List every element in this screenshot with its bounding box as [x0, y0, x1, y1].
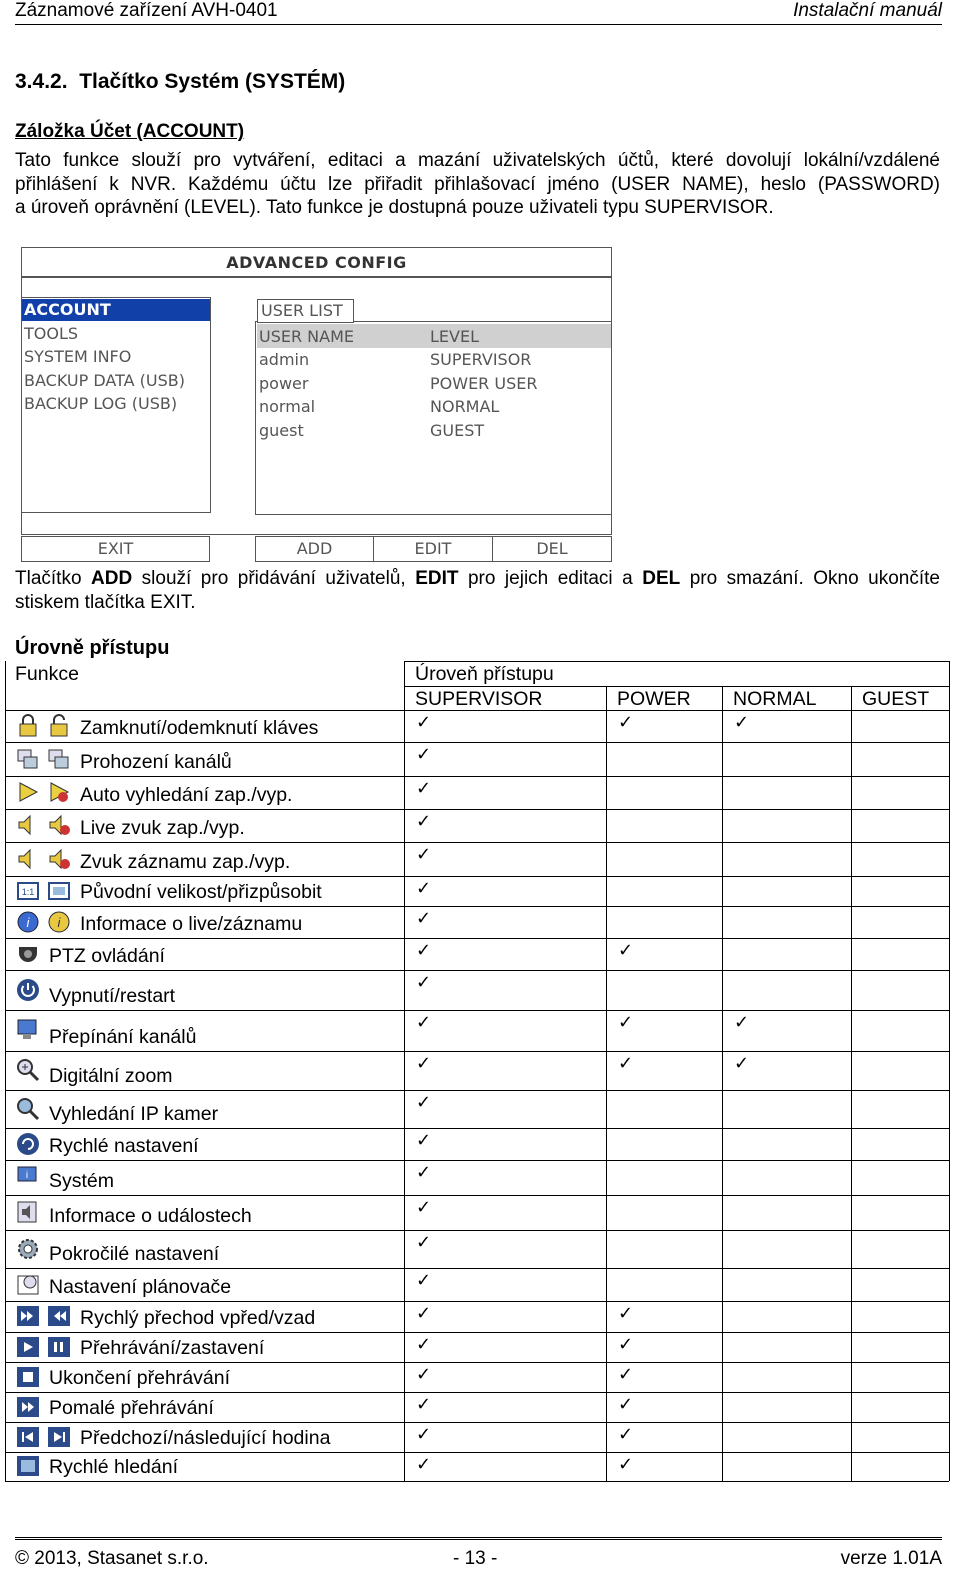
check-mark: ✓ — [734, 712, 750, 733]
menu-item-account[interactable]: ACCOUNT — [22, 299, 210, 321]
function-label: Předchozí/následující hodina — [80, 1427, 331, 1449]
table-rule — [5, 1160, 949, 1161]
advanced-settings-icon — [15, 1236, 41, 1262]
function-label: Zamknutí/odemknutí kláves — [80, 717, 319, 739]
check-mark: ✓ — [618, 1053, 634, 1074]
quick-search-icon — [15, 1453, 41, 1479]
level-header-normal: NORMAL — [733, 688, 817, 710]
menu-item-backup-log[interactable]: BACKUP LOG (USB) — [24, 394, 178, 413]
function-label: Vyhledání IP kamer — [49, 1103, 219, 1125]
column-header-level: LEVEL — [430, 327, 479, 346]
check-mark: ✓ — [618, 1394, 634, 1415]
buttons-line — [15, 567, 940, 591]
footer-version: verze 1.01A — [840, 1548, 942, 1569]
system-icon — [15, 1164, 41, 1190]
check-mark: ✓ — [416, 940, 432, 961]
function-label: Pomalé přehrávání — [49, 1397, 214, 1419]
level-header-power: POWER — [617, 688, 691, 710]
table-rule — [5, 1090, 949, 1091]
table-rule — [5, 1301, 949, 1302]
user-level-cell: POWER USER — [430, 374, 538, 393]
table-rule — [5, 1362, 949, 1363]
ip-search-icon — [15, 1096, 41, 1122]
table-rule — [5, 906, 949, 907]
intro-line: a úroveň oprávnění (LEVEL). Tato funkce je dostupná pouze uživateli typu SUPERVISOR. — [15, 197, 774, 218]
table-rule — [606, 686, 607, 1481]
quick-setup-icon — [15, 1131, 41, 1157]
table-rule — [851, 686, 852, 1481]
exit-button[interactable]: EXIT — [21, 536, 210, 562]
prev-hour-icon — [15, 1424, 41, 1450]
function-label: Prohození kanálů — [80, 751, 232, 773]
check-mark: ✓ — [416, 908, 432, 929]
level-header-supervisor: SUPERVISOR — [415, 688, 543, 710]
svg-text:1:1: 1:1 — [21, 886, 35, 897]
function-label: Nastavení plánovače — [49, 1276, 232, 1298]
check-mark: ✓ — [416, 1130, 432, 1151]
check-mark: ✓ — [416, 1364, 432, 1385]
auto-seq-off-icon — [46, 779, 72, 805]
event-info-icon — [15, 1199, 41, 1225]
function-label: Informace o live/záznamu — [80, 913, 303, 935]
footer-copyright: © 2013, Stasanet s.r.o. — [15, 1548, 209, 1569]
check-mark: ✓ — [618, 1364, 634, 1385]
table-rule — [5, 1230, 949, 1231]
user-name-cell[interactable]: normal — [259, 397, 316, 416]
menu-item-system-info[interactable]: SYSTEM INFO — [24, 347, 132, 366]
table-rule — [5, 1195, 949, 1196]
section-heading — [15, 70, 345, 94]
level-header-guest: GUEST — [862, 688, 930, 710]
check-mark: ✓ — [416, 1092, 432, 1113]
swap-channel-icon — [46, 746, 72, 772]
text: slouží pro přidávání uživatelů, — [132, 568, 416, 589]
column-header-access-level: Úroveň přístupu — [415, 663, 554, 685]
function-label: Přehrávání/zastavení — [80, 1337, 265, 1359]
unlock-icon — [46, 713, 72, 739]
fast-forward-icon — [15, 1303, 41, 1329]
svg-text:i: i — [25, 1170, 29, 1181]
user-level-cell: GUEST — [430, 421, 485, 440]
table-rule — [722, 686, 723, 1481]
zoom-icon — [15, 1057, 41, 1083]
check-mark: ✓ — [416, 1334, 432, 1355]
function-label: PTZ ovládání — [49, 945, 165, 967]
intro-line: Tato funkce slouží pro vytváření, editaci a mazání uživatelských účtů, které dovolují lokální/vzdálené — [15, 150, 940, 171]
table-rule — [5, 1051, 949, 1052]
check-mark: ✓ — [416, 1394, 432, 1415]
table-rule — [5, 1392, 949, 1393]
function-label: Vypnutí/restart — [49, 985, 176, 1007]
edit-term: EDIT — [415, 568, 459, 589]
table-rule — [404, 661, 949, 662]
auto-seq-icon — [15, 779, 41, 805]
del-term: DEL — [642, 568, 681, 589]
table-rule — [5, 661, 6, 1481]
channel-switch-icon — [15, 1017, 41, 1043]
header-manual-label: Instalační manuál — [793, 0, 942, 21]
subheading: Záložka Účet (ACCOUNT) — [15, 121, 245, 142]
screen-title: ADVANCED CONFIG — [226, 253, 407, 272]
check-mark: ✓ — [416, 811, 432, 832]
tab-user-list[interactable]: USER LIST — [257, 299, 354, 323]
original-size-icon — [15, 878, 41, 904]
table-rule — [5, 876, 949, 877]
header-document-title: Záznamové zařízení AVH-0401 — [15, 0, 278, 21]
play-icon — [15, 1334, 41, 1360]
table-rule — [5, 938, 949, 939]
next-hour-icon — [46, 1424, 72, 1450]
check-mark: ✓ — [618, 1303, 634, 1324]
user-name-cell[interactable]: admin — [259, 350, 310, 369]
check-mark: ✓ — [618, 1012, 634, 1033]
check-mark: ✓ — [734, 1012, 750, 1033]
check-mark: ✓ — [416, 878, 432, 899]
ptz-icon — [15, 941, 41, 967]
function-label: Informace o událostech — [49, 1205, 252, 1227]
check-mark: ✓ — [618, 1454, 634, 1475]
table-rule — [404, 686, 949, 687]
text: pro jejich editaci a — [458, 568, 643, 589]
check-mark: ✓ — [416, 712, 432, 733]
screen-title-bar — [21, 247, 612, 277]
check-mark: ✓ — [416, 744, 432, 765]
function-label: Rychlé nastavení — [49, 1135, 199, 1157]
column-header-user-name: USER NAME — [259, 327, 355, 346]
function-label: Přepínání kanálů — [49, 1026, 197, 1048]
page-footer — [15, 1537, 942, 1569]
table-rule — [5, 1422, 949, 1423]
check-mark: ✓ — [416, 1162, 432, 1183]
table-rule — [5, 842, 949, 843]
speaker-icon — [15, 812, 41, 838]
text: pro smazání. Okno ukončíte — [680, 568, 940, 589]
section-title: Tlačítko Systém (SYSTÉM) — [79, 70, 346, 93]
stop-icon — [15, 1364, 41, 1390]
add-button[interactable]: ADD — [255, 536, 374, 562]
pause-icon — [46, 1334, 72, 1360]
table-rule — [5, 1332, 949, 1333]
check-mark: ✓ — [416, 778, 432, 799]
check-mark: ✓ — [416, 972, 432, 993]
user-level-cell: NORMAL — [430, 397, 500, 416]
function-label: Auto vyhledání zap./vyp. — [80, 784, 293, 806]
page-header — [15, 0, 942, 25]
check-mark: ✓ — [416, 844, 432, 865]
svg-text:i: i — [57, 914, 61, 930]
function-label: Rychlý přechod vpřed/vzad — [80, 1307, 316, 1329]
user-level-cell: SUPERVISOR — [430, 350, 532, 369]
table-rule — [5, 1128, 949, 1129]
user-name-cell[interactable]: power — [259, 374, 309, 393]
function-label: Live zvuk zap./vyp. — [80, 817, 245, 839]
speaker-mute-icon — [46, 812, 72, 838]
intro-line: přihlášení k NVR. Každému účtu lze přiřadit přihlašovací jméno (USER NAME), heslo (PASSWORD) — [15, 173, 940, 195]
info-icon — [15, 909, 41, 935]
column-header-function: Funkce — [15, 663, 79, 685]
check-mark: ✓ — [416, 1303, 432, 1324]
function-label: Ukončení přehrávání — [49, 1367, 231, 1389]
info-record-icon — [46, 909, 72, 935]
check-mark: ✓ — [416, 1232, 432, 1253]
schedule-icon — [15, 1271, 41, 1297]
check-mark: ✓ — [618, 1424, 634, 1445]
speaker-icon — [15, 846, 41, 872]
check-mark: ✓ — [416, 1012, 432, 1033]
table-rule — [5, 742, 949, 743]
footer-page-number: - 13 - — [453, 1548, 498, 1569]
access-levels-heading: Úrovně přístupu — [15, 637, 170, 659]
check-mark: ✓ — [618, 1334, 634, 1355]
buttons-paragraph — [15, 567, 940, 614]
svg-text:i: i — [26, 914, 30, 930]
check-mark: ✓ — [618, 940, 634, 961]
check-mark: ✓ — [734, 1053, 750, 1074]
table-rule — [5, 1481, 949, 1482]
check-mark: ✓ — [416, 1424, 432, 1445]
intro-paragraph — [15, 149, 940, 220]
table-rule — [949, 661, 950, 1481]
function-label: Pokročilé nastavení — [49, 1243, 220, 1265]
edit-button[interactable]: EDIT — [373, 536, 493, 562]
function-label: Rychlé hledání — [49, 1456, 178, 1478]
add-term: ADD — [91, 568, 133, 589]
slow-play-icon — [15, 1394, 41, 1420]
function-label: Původní velikost/přizpůsobit — [80, 881, 322, 903]
advanced-config-screen — [21, 247, 612, 563]
del-button[interactable]: DEL — [492, 536, 612, 562]
speaker-mute-icon — [46, 846, 72, 872]
menu-item-backup-data[interactable]: BACKUP DATA (USB) — [24, 371, 185, 390]
rewind-icon — [46, 1303, 72, 1329]
check-mark: ✓ — [416, 1454, 432, 1475]
buttons-line: stiskem tlačítka EXIT. — [15, 591, 196, 613]
table-rule — [5, 1268, 949, 1269]
check-mark: ✓ — [416, 1197, 432, 1218]
table-rule — [5, 776, 949, 777]
table-rule — [404, 661, 405, 1481]
function-label: Systém — [49, 1170, 115, 1192]
table-rule — [5, 809, 949, 810]
menu-item-tools[interactable]: TOOLS — [24, 324, 79, 343]
section-number: 3.4.2. — [15, 70, 68, 93]
lock-icon — [15, 713, 41, 739]
check-mark: ✓ — [416, 1270, 432, 1291]
table-rule — [5, 1452, 949, 1453]
power-icon — [15, 977, 41, 1003]
table-rule — [5, 1010, 949, 1011]
fit-icon — [46, 878, 72, 904]
table-rule — [5, 970, 949, 971]
text: Tlačítko — [15, 568, 92, 589]
swap-channel-icon — [15, 746, 41, 772]
function-label: Zvuk záznamu zap./vyp. — [80, 851, 291, 873]
function-label: Digitální zoom — [49, 1065, 173, 1087]
check-mark: ✓ — [416, 1053, 432, 1074]
user-name-cell[interactable]: guest — [259, 421, 304, 440]
check-mark: ✓ — [618, 712, 634, 733]
